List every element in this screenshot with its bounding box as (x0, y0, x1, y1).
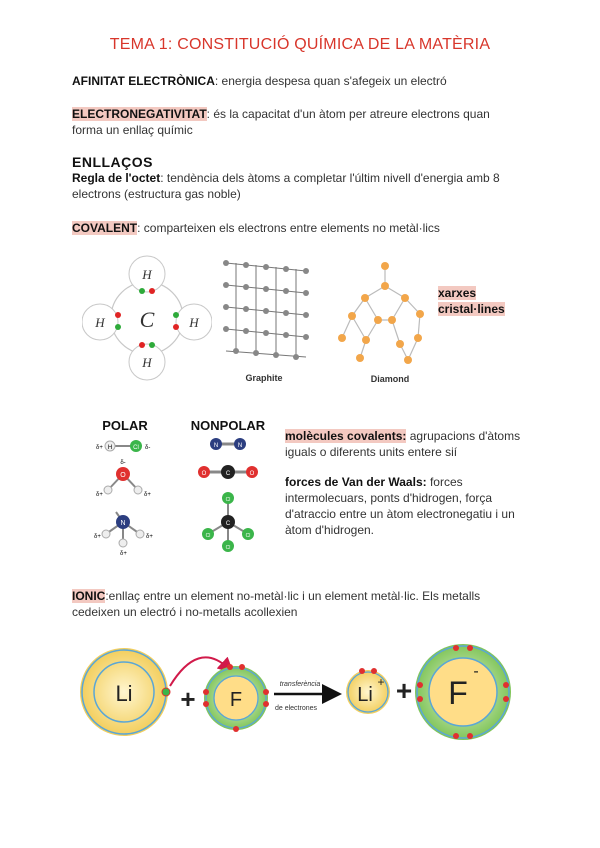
electroneg-paragraph (72, 106, 542, 138)
svg-text:O: O (201, 471, 207, 477)
vdw-def1: forces (426, 475, 463, 489)
svg-text:N: N (237, 443, 243, 449)
ccl4-molecule (202, 492, 254, 552)
fluorine-atom (203, 664, 269, 732)
ionic-diagram (78, 640, 518, 750)
svg-text:O: O (120, 472, 126, 479)
svg-text:δ+: δ+ (146, 534, 153, 540)
octet-term: Regla de l'octet (72, 171, 161, 185)
h-top-label: H (142, 267, 152, 282)
page-title: TEMA 1: CONSTITUCIÓ QUÍMICA DE LA MATÈRIA (109, 36, 491, 53)
lithium-atom (80, 648, 170, 736)
svg-text:Cl: Cl (245, 533, 251, 539)
svg-text:O: O (249, 471, 255, 477)
lithium-ion (346, 668, 390, 714)
svg-text:δ+: δ+ (120, 551, 127, 557)
water-molecule (96, 460, 151, 498)
svg-text:C: C (225, 471, 231, 477)
mc-def1: agrupacions d'àtoms (406, 429, 521, 443)
vdw-term: forces de Van der Waals: (285, 475, 427, 489)
svg-text:δ+: δ+ (144, 492, 151, 498)
graphite-diagram (218, 257, 318, 387)
svg-text:Cl: Cl (205, 533, 211, 539)
ionic-def1: :enllaç entre un element no-metàl·lic i un element metàl·lic. Els metalls (105, 589, 481, 603)
polar-nonpolar-diagram (88, 416, 278, 558)
svg-text:Cl: Cl (225, 497, 231, 503)
svg-text:H: H (107, 445, 113, 451)
svg-text:-: - (473, 663, 479, 680)
nonpolar-label: NONPOLAR (190, 418, 266, 433)
methane-diagram (82, 252, 212, 384)
polar-label: POLAR (102, 418, 148, 433)
h-left-label: H (95, 315, 105, 330)
svg-text:δ-: δ- (145, 445, 151, 451)
fluoride-ion (415, 644, 511, 740)
svg-text:N: N (213, 443, 219, 449)
mc-def2: iguals o diferents units entere sií (285, 445, 458, 459)
svg-text:F: F (448, 675, 468, 711)
hcl-molecule (96, 440, 150, 452)
svg-text:δ+: δ+ (94, 534, 101, 540)
svg-text:+: + (377, 675, 385, 689)
nitrogen-molecule (210, 438, 246, 450)
co2-molecule (198, 465, 258, 479)
vdw-def4: àtom d'hidrogen. (285, 523, 375, 537)
svg-text:Li: Li (357, 684, 373, 706)
ionic-paragraph (72, 588, 552, 620)
mc-term: molècules covalents: (285, 429, 407, 443)
octet-def1: : tendència dels àtoms a completar l'últim nivell d'energia amb 8 (160, 171, 500, 185)
svg-text:Cl: Cl (133, 445, 139, 451)
diamond-diagram (330, 258, 435, 388)
covalent-paragraph (72, 220, 542, 236)
plus-sign-2: + (395, 675, 413, 706)
vdw-def3: d'atraccio entre un àtom electronegatiu i un (285, 507, 515, 521)
xarxes-line2: cristal·lines (438, 302, 505, 316)
svg-text:Li: Li (115, 681, 133, 706)
enllacos-section (72, 154, 542, 202)
svg-text:δ+: δ+ (96, 445, 103, 451)
diamond-caption: Diamond (370, 374, 410, 384)
molecule-text (285, 428, 535, 538)
xarxes-label (438, 285, 505, 317)
electroneg-def2: forma un enllaç químic (72, 123, 193, 137)
vdw-def2: intermolecuars, ponts d'hidrogen, força (285, 491, 493, 505)
covalent-term: COVALENT (72, 221, 138, 235)
ammonia-molecule (94, 512, 153, 557)
svg-text:Cl: Cl (225, 545, 231, 551)
graphite-caption: Graphite (245, 373, 283, 383)
transfer-label-1: transferència (279, 681, 321, 688)
afinitat-def: : energia despesa quan s'afegeix un electró (214, 74, 447, 88)
afinitat-term: AFINITAT ELECTRÒNICA (72, 74, 215, 88)
electroneg-def1: : és la capacitat d'un àtom per atreure electrons quan (206, 107, 490, 121)
svg-text:δ+: δ+ (96, 492, 103, 498)
enllacos-heading: ENLLAÇOS (72, 154, 153, 170)
afinitat-paragraph (72, 73, 542, 89)
octet-def2: electrons (estructura gas noble) (72, 187, 241, 201)
h-bottom-label: H (142, 355, 152, 370)
xarxes-line1: xarxes (438, 286, 477, 300)
plus-sign-1: + (180, 684, 196, 714)
svg-text:F: F (229, 689, 243, 711)
transfer-label-2: de electrones (274, 705, 318, 712)
svg-text:C: C (225, 521, 231, 527)
carbon-label: C (139, 307, 155, 332)
svg-text:N: N (120, 520, 126, 527)
covalent-def: : comparteixen els electrons entre elements no metàl·lics (137, 221, 440, 235)
svg-text:δ-: δ- (120, 460, 126, 466)
electroneg-term: ELECTRONEGATIVITAT (72, 107, 207, 121)
h-right-label: H (189, 315, 199, 330)
ionic-term: IONIC (72, 589, 106, 603)
ionic-def2: cedeixen un electró i no-metalls acollexien (72, 605, 298, 619)
